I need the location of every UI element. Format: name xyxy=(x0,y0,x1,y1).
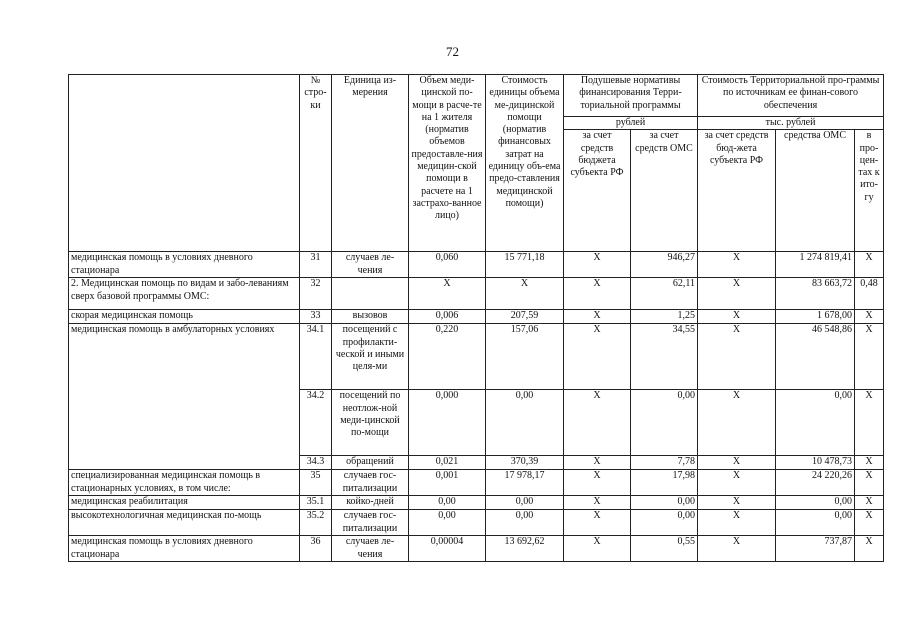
row-prog-budget: X xyxy=(698,252,776,278)
row-prog-oms: 10 478,73 xyxy=(776,456,855,470)
row-prog-oms: 0,00 xyxy=(776,496,855,510)
row-pc-budget: X xyxy=(564,390,631,456)
row-name: медицинская реабилитация xyxy=(69,496,300,510)
row-percent: X xyxy=(855,536,884,562)
row-percent: X xyxy=(855,390,884,456)
row-prog-budget: X xyxy=(698,456,776,470)
table-row xyxy=(69,278,884,310)
row-number: 36 xyxy=(300,536,332,562)
row-name: медицинская помощь в амбулаторных условиях xyxy=(69,324,300,470)
header-name xyxy=(69,75,300,252)
table-row xyxy=(69,324,884,390)
row-volume: 0,001 xyxy=(409,470,486,496)
row-cost: 15 771,18 xyxy=(486,252,564,278)
row-pc-budget: X xyxy=(564,252,631,278)
row-cost: 370,39 xyxy=(486,456,564,470)
row-prog-budget: X xyxy=(698,510,776,536)
row-name: высокотехнологичная медицинская по-мощь xyxy=(69,510,300,536)
row-volume: 0,021 xyxy=(409,456,486,470)
row-number: 35.2 xyxy=(300,510,332,536)
row-number: 34.2 xyxy=(300,390,332,456)
header-unit-cost: Стоимость единицы объема ме-дицинской помощи (норматив финансовых затрат на единицу объ-ема предо-ставления медицинской помощи) xyxy=(486,75,564,252)
row-percent: X xyxy=(855,496,884,510)
data-table xyxy=(68,74,884,562)
row-pc-oms: 0,00 xyxy=(631,510,698,536)
header-program-cost-unit: тыс. рублей xyxy=(698,117,884,130)
row-name: скорая медицинская помощь xyxy=(69,310,300,324)
row-cost: 0,00 xyxy=(486,496,564,510)
row-unit: посещений с профилакти-ческой и иными целя-ми xyxy=(332,324,409,390)
header-pc-budget: за счет средств бюджета субъекта РФ xyxy=(564,130,631,252)
row-percent: X xyxy=(855,510,884,536)
row-pc-budget: X xyxy=(564,496,631,510)
row-number: 31 xyxy=(300,252,332,278)
row-pc-oms: 946,27 xyxy=(631,252,698,278)
row-cost: 17 978,17 xyxy=(486,470,564,496)
row-prog-oms: 1 274 819,41 xyxy=(776,252,855,278)
row-number: 35 xyxy=(300,470,332,496)
row-volume: 0,00 xyxy=(409,496,486,510)
row-prog-budget: X xyxy=(698,278,776,310)
row-number: 34.3 xyxy=(300,456,332,470)
row-prog-budget: X xyxy=(698,496,776,510)
header-per-capita-unit: рублей xyxy=(564,117,698,130)
row-pc-budget: X xyxy=(564,324,631,390)
row-prog-oms: 24 220,26 xyxy=(776,470,855,496)
row-pc-oms: 1,25 xyxy=(631,310,698,324)
row-number: 32 xyxy=(300,278,332,310)
row-name: медицинская помощь в условиях дневного стационара xyxy=(69,536,300,562)
row-pc-oms: 17,98 xyxy=(631,470,698,496)
header-prog-percent: в про-цен-тах к ито-гу xyxy=(855,130,884,252)
row-number: 35.1 xyxy=(300,496,332,510)
table-row xyxy=(69,252,884,278)
header-program-cost: Стоимость Территориальной про-граммы по источникам ее финан-сового обеспечения xyxy=(698,75,884,117)
header-prog-oms: средства ОМС xyxy=(776,130,855,252)
row-prog-oms: 0,00 xyxy=(776,390,855,456)
table-row xyxy=(69,496,884,510)
row-cost: 0,00 xyxy=(486,510,564,536)
row-name: медицинская помощь в условиях дневного стационара xyxy=(69,252,300,278)
header-volume: Объем меди-цинской по-мощи в расче-те на 1 жителя (норматив объемов предоставле-ния медицин-ской помощи в расчете на 1 застрахо-ванное лицо) xyxy=(409,75,486,252)
row-pc-oms: 7,78 xyxy=(631,456,698,470)
row-prog-budget: X xyxy=(698,470,776,496)
table-row xyxy=(69,536,884,562)
row-volume: X xyxy=(409,278,486,310)
row-percent: X xyxy=(855,470,884,496)
row-prog-oms: 1 678,00 xyxy=(776,310,855,324)
header-pc-oms: за счет средств ОМС xyxy=(631,130,698,252)
row-cost: 157,06 xyxy=(486,324,564,390)
row-prog-oms: 737,87 xyxy=(776,536,855,562)
row-volume: 0,000 xyxy=(409,390,486,456)
row-pc-budget: X xyxy=(564,536,631,562)
page-number: 72 xyxy=(446,44,459,59)
row-cost: 0,00 xyxy=(486,390,564,456)
row-prog-budget: X xyxy=(698,310,776,324)
row-prog-oms: 0,00 xyxy=(776,510,855,536)
row-pc-budget: X xyxy=(564,470,631,496)
table-row xyxy=(69,510,884,536)
row-pc-oms: 0,00 xyxy=(631,390,698,456)
row-percent: X xyxy=(855,456,884,470)
row-number: 34.1 xyxy=(300,324,332,390)
header-prog-budget: за счет средств бюд-жета субъекта РФ xyxy=(698,130,776,252)
row-prog-oms: 46 548,86 xyxy=(776,324,855,390)
row-percent: X xyxy=(855,310,884,324)
row-volume: 0,220 xyxy=(409,324,486,390)
row-prog-budget: X xyxy=(698,390,776,456)
row-name: 2. Медицинская помощь по видам и забо-леваниям сверх базовой программы ОМС: xyxy=(69,278,300,310)
table-row xyxy=(69,470,884,496)
row-cost: X xyxy=(486,278,564,310)
row-unit: случаев ле-чения xyxy=(332,536,409,562)
row-pc-oms: 34,55 xyxy=(631,324,698,390)
row-name: специализированная медицинская помощь в стационарных условиях, в том числе: xyxy=(69,470,300,496)
row-percent: 0,48 xyxy=(855,278,884,310)
row-volume: 0,060 xyxy=(409,252,486,278)
header-per-capita: Подушевые нормативы финансирования Терри-ториальной программы xyxy=(564,75,698,117)
row-unit: случаев гос-питализации xyxy=(332,470,409,496)
row-unit: обращений xyxy=(332,456,409,470)
row-pc-budget: X xyxy=(564,510,631,536)
row-pc-budget: X xyxy=(564,310,631,324)
row-pc-budget: X xyxy=(564,278,631,310)
row-volume: 0,00004 xyxy=(409,536,486,562)
header-unit: Единица из-мерения xyxy=(332,75,409,252)
row-cost: 13 692,62 xyxy=(486,536,564,562)
row-volume: 0,006 xyxy=(409,310,486,324)
header-row-number: № стро-ки xyxy=(300,75,332,252)
row-percent: X xyxy=(855,252,884,278)
row-pc-oms: 0,55 xyxy=(631,536,698,562)
row-pc-oms: 62,11 xyxy=(631,278,698,310)
row-pc-oms: 0,00 xyxy=(631,496,698,510)
row-prog-oms: 83 663,72 xyxy=(776,278,855,310)
row-prog-budget: X xyxy=(698,324,776,390)
row-unit xyxy=(332,278,409,310)
row-number: 33 xyxy=(300,310,332,324)
row-unit: вызовов xyxy=(332,310,409,324)
row-pc-budget: X xyxy=(564,456,631,470)
row-unit: случаев ле-чения xyxy=(332,252,409,278)
row-prog-budget: X xyxy=(698,536,776,562)
row-percent: X xyxy=(855,324,884,390)
row-unit: койко-дней xyxy=(332,496,409,510)
row-volume: 0,00 xyxy=(409,510,486,536)
table-row xyxy=(69,310,884,324)
row-unit: случаев гос-питализации xyxy=(332,510,409,536)
row-unit: посещений по неотлож-ной меди-цинской по-мощи xyxy=(332,390,409,456)
row-cost: 207,59 xyxy=(486,310,564,324)
